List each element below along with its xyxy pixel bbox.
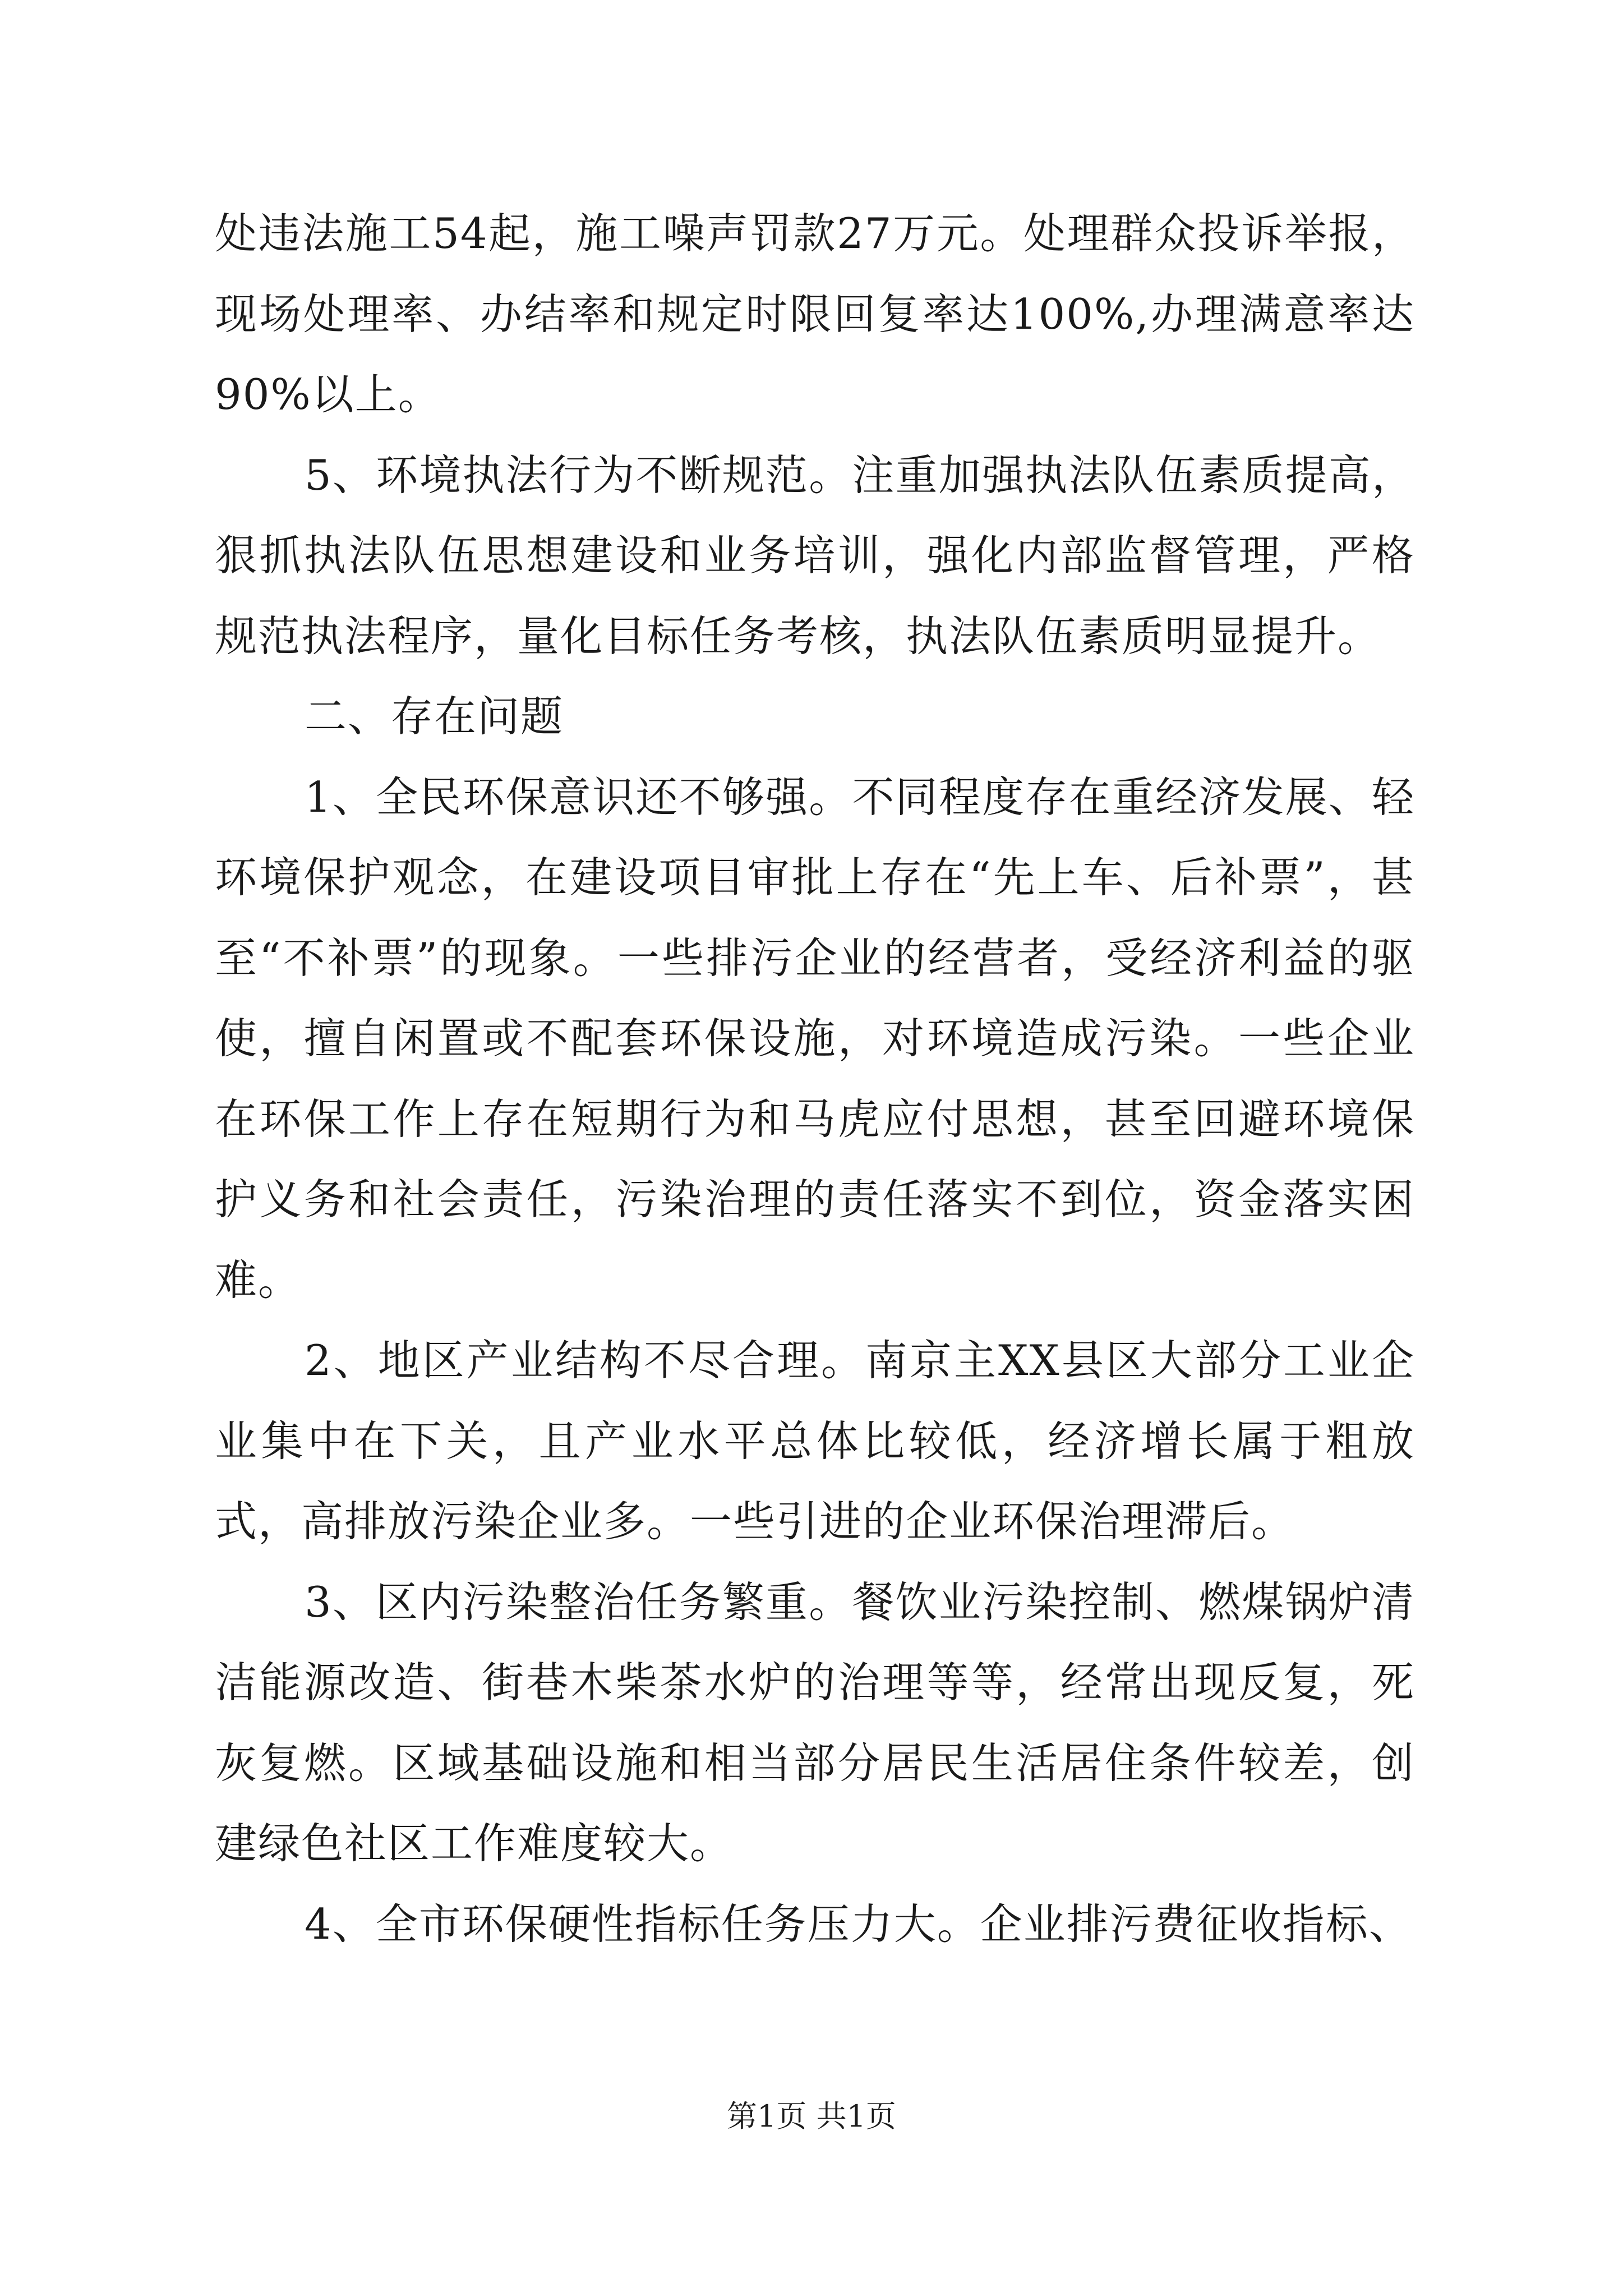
paragraph-problem-1: 1、全民环保意识还不够强。不同程度存在重经济发展、轻环境保护观念，在建设项目审批上存在“先上车、后补票”，甚至“不补票”的现象。一些排污企业的经营者，受经济利益的驱使，擅自闲置或不配套环保设施，对环境造成污染。一些企业在环保工作上存在短期行为和马虎应付思想，甚至回避环境保护义务和社会责任，污染治理的责任落实不到位，资金落实困难。 xyxy=(215,772,1415,1305)
document-body xyxy=(215,194,1415,1964)
section-heading: 二、存在问题 xyxy=(305,692,564,741)
paragraph-problem-2: 2、地区产业结构不尽合理。南京主XX县区大部分工业企业集中在下关，且产业水平总体比较低，经济增长属于粗放式，高排放污染企业多。一些引进的企业环保治理滞后。 xyxy=(215,1336,1415,1546)
paragraph-problem-3: 3、区内污染整治任务繁重。餐饮业污染控制、燃煤锅炉清洁能源改造、街巷木柴茶水炉的治理等等，经常出现反复，死灰复燃。区域基础设施和相当部分居民生活居住条件较差，创建绿色社区工作难度较大。 xyxy=(215,1577,1415,1868)
paragraph-problem-4: 4、全市环保硬性指标任务压力大。企业排污费征收指标、 xyxy=(305,1899,1412,1949)
paragraph-item-5: 5、环境执法行为不断规范。注重加强执法队伍素质提高，狠抓执法队伍思想建设和业务培训，强化内部监督管理，严格规范执法程序，量化目标任务考核，执法队伍素质明显提升。 xyxy=(215,450,1415,661)
page-footer: 第1页 共1页 xyxy=(727,2099,896,2134)
paragraph-continuation: 处违法施工54起，施工噪声罚款27万元。处理群众投诉举报，现场处理率、办结率和规定时限回复率达100%,办理满意率达90%以上。 xyxy=(215,209,1415,419)
